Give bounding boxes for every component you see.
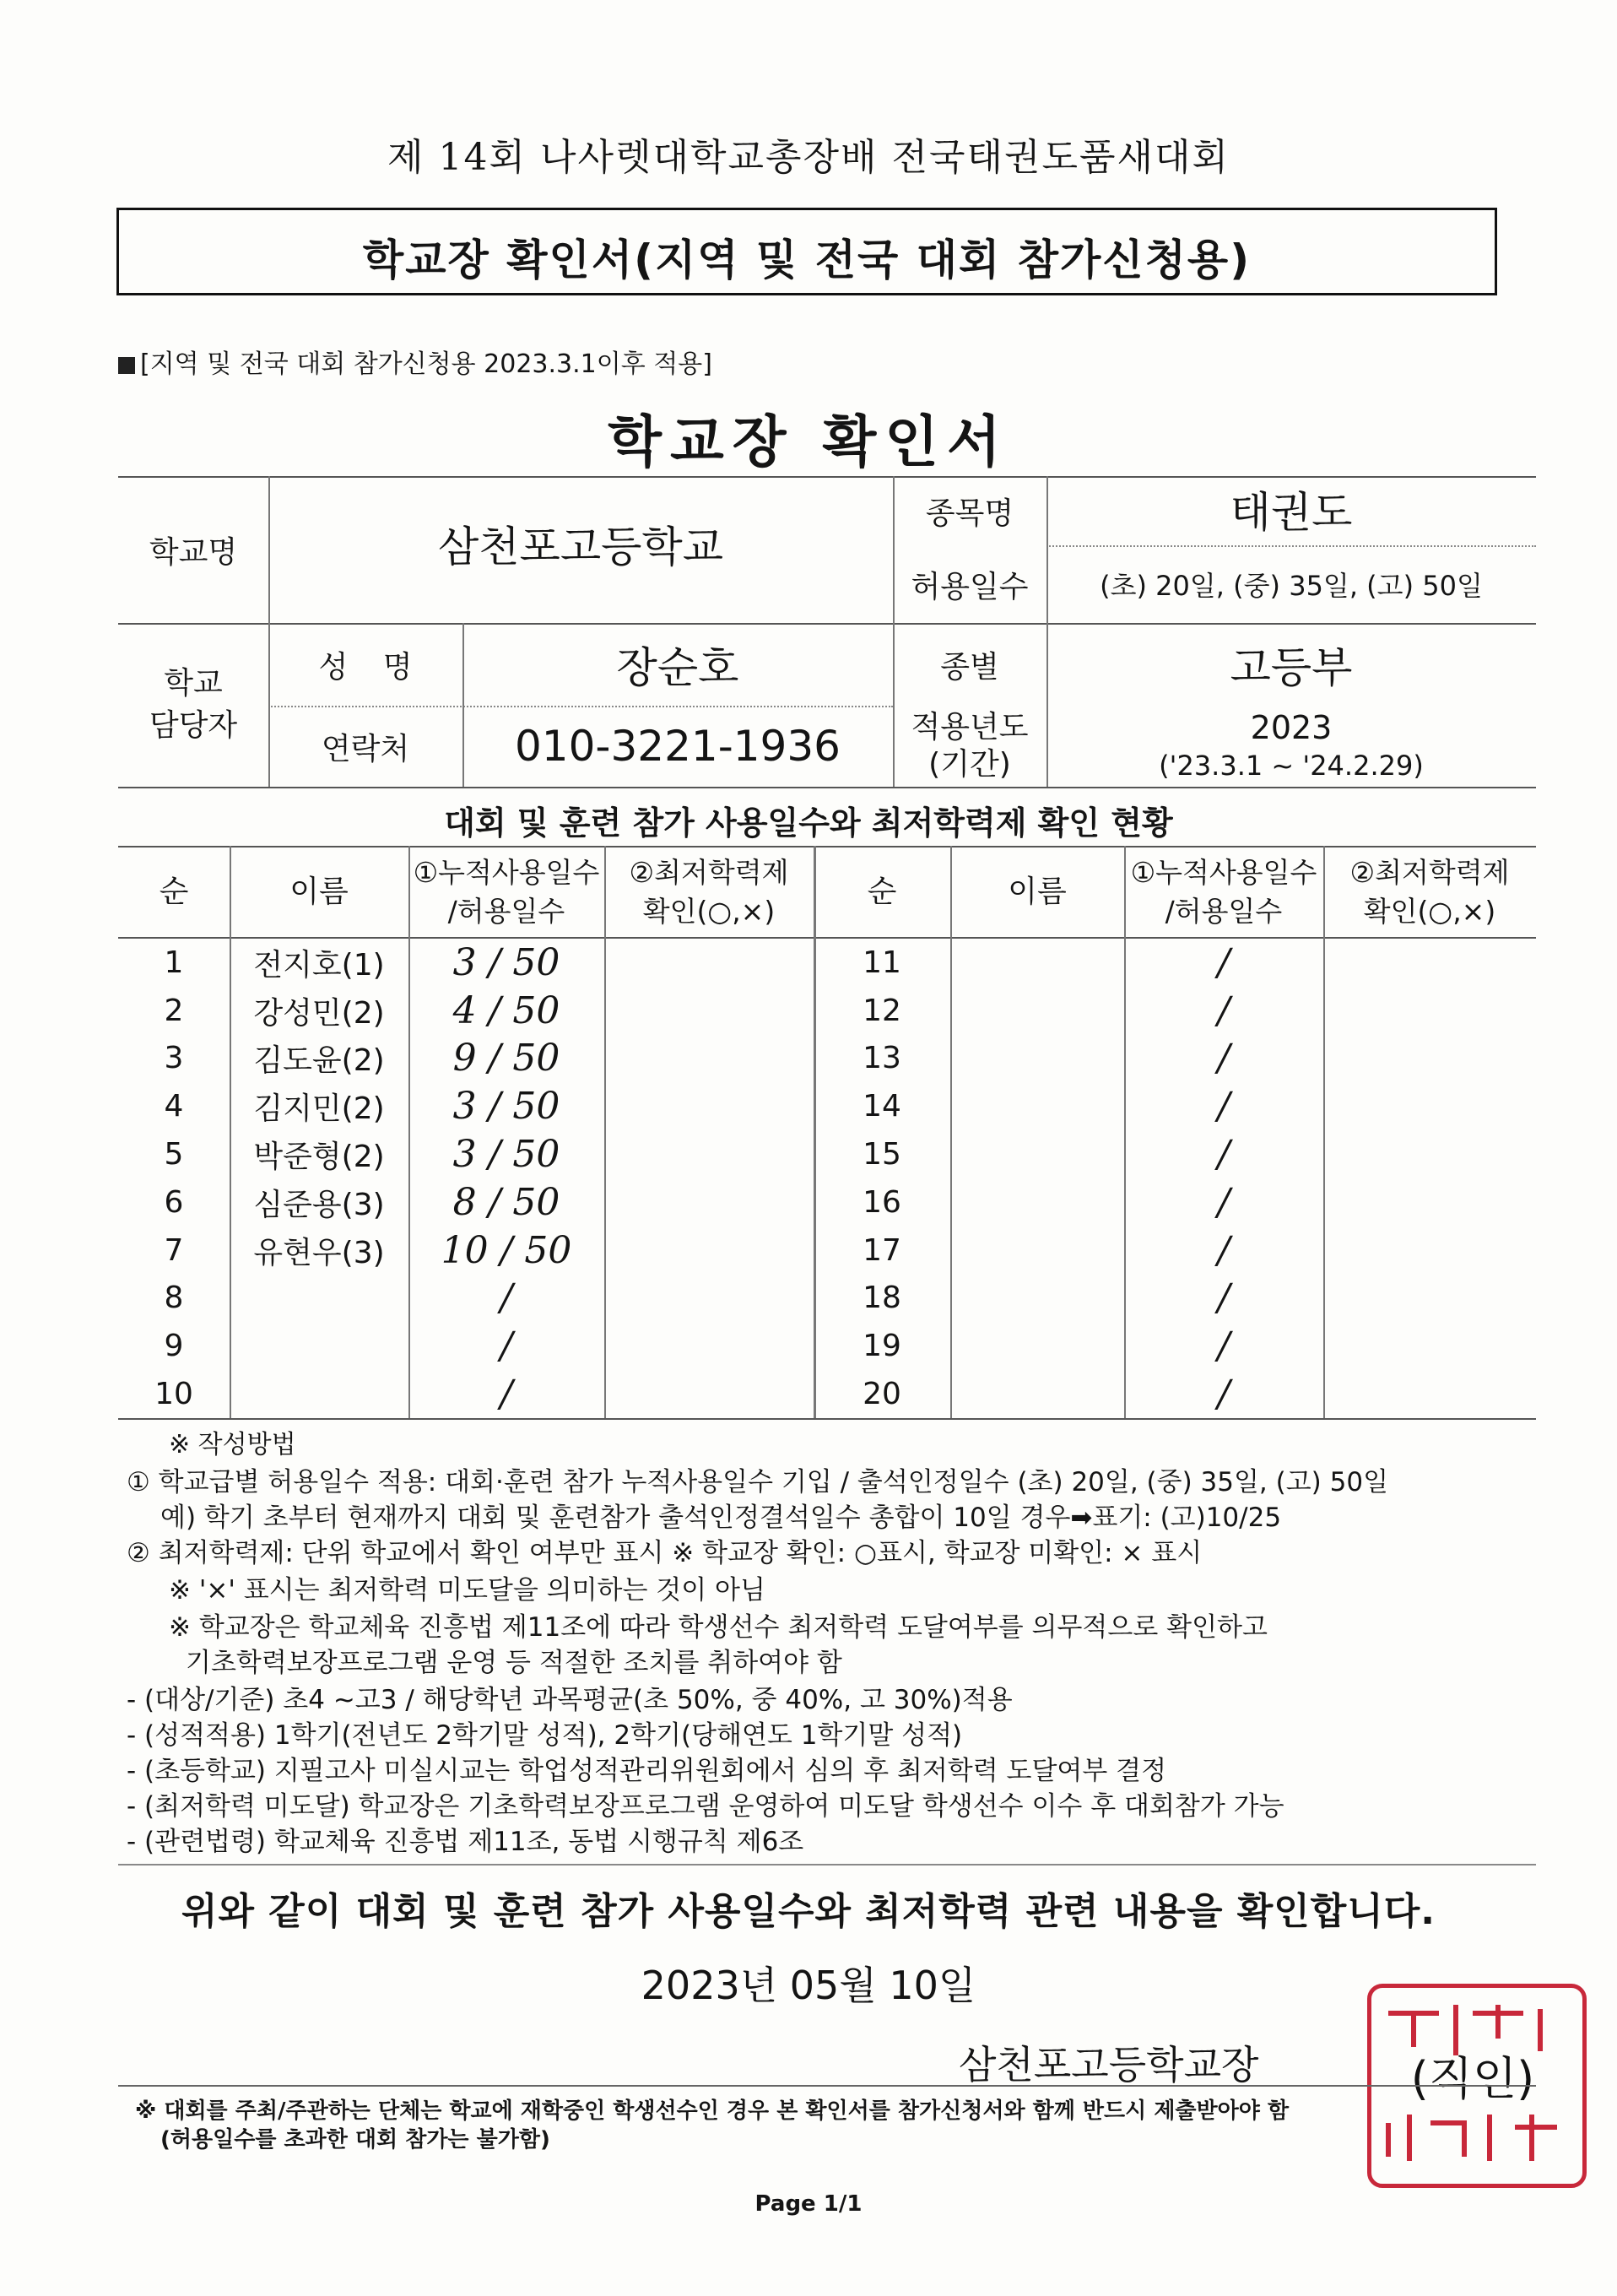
row-right-8-no: 18 bbox=[863, 1281, 901, 1316]
row-right-9-days: / bbox=[1217, 1324, 1230, 1368]
note-line-2: ① 학교급별 허용일수 적용: 대회·훈련 참가 누적사용일수 기입 / 출석인정일수 (초) 20일, (중) 35일, (고) 50일 bbox=[127, 1467, 1389, 1497]
row-left-1-name: 전지호(1) bbox=[253, 947, 385, 983]
info-line-bottom bbox=[118, 787, 1536, 788]
header-academic-left: ②최저학력제 확인(○,×) bbox=[629, 856, 789, 928]
page-number: Page 1/1 bbox=[754, 2191, 863, 2217]
row-right-7-name bbox=[950, 1227, 1124, 1275]
row-right-8-name bbox=[950, 1275, 1124, 1323]
row-left-3-name: 김도윤(2) bbox=[253, 1043, 385, 1079]
row-right-1-no: 11 bbox=[863, 945, 901, 980]
row-right-2-no: 12 bbox=[863, 993, 901, 1028]
row-right-2-academic bbox=[1323, 987, 1536, 1035]
row-right-6-academic bbox=[1323, 1178, 1536, 1227]
note-line-4: ② 최저학력제: 단위 학교에서 확인 여부만 표시 ※ 학교장 확인: ○표시, 학교장 미확인: × 표시 bbox=[127, 1538, 1203, 1568]
row-right-7-days: / bbox=[1217, 1228, 1230, 1272]
row-right-9-name bbox=[950, 1322, 1124, 1370]
row-left-4-days: 3 / 50 bbox=[452, 1085, 560, 1129]
row-left-6-days: 8 / 50 bbox=[452, 1180, 560, 1224]
row-left-5-no: 5 bbox=[164, 1137, 184, 1172]
row-right-1-academic bbox=[1323, 939, 1536, 987]
box-title: 학교장 확인서(지역 및 전국 대회 참가신청용) bbox=[362, 236, 1252, 284]
row-left-7-name: 유현우(3) bbox=[253, 1235, 385, 1270]
header-name-right: 이름 bbox=[1008, 875, 1067, 909]
allowed-days-label: 허용일수 bbox=[911, 569, 1029, 604]
header-no-right: 순 bbox=[867, 875, 897, 909]
row-right-3-name bbox=[950, 1035, 1124, 1083]
footer-separator bbox=[118, 2085, 1536, 2087]
row-left-1-days: 3 / 50 bbox=[452, 940, 560, 984]
note-line-7: 기초학력보장프로그램 운영 등 적절한 조치를 취하여야 함 bbox=[186, 1648, 842, 1678]
row-left-7-no: 7 bbox=[164, 1232, 184, 1268]
document-title: 학교장 확인서 bbox=[608, 409, 1009, 474]
row-left-10-academic bbox=[604, 1370, 814, 1418]
row-right-3-academic bbox=[1323, 1035, 1536, 1083]
row-right-6-no: 16 bbox=[863, 1184, 901, 1220]
section-title: 대회 및 훈련 참가 사용일수와 최저학력제 확인 현황 bbox=[444, 804, 1173, 842]
row-right-1-days: / bbox=[1217, 940, 1230, 984]
footer-note-1: ※ 대회를 주최/주관하는 단체는 학교에 재학중인 학생선수인 경우 본 확인서를 참가신청서와 함께 반드시 제출받아야 함 bbox=[135, 2098, 1290, 2124]
row-left-9-name bbox=[230, 1322, 408, 1370]
row-left-2-name: 강성민(2) bbox=[253, 995, 385, 1031]
row-right-4-academic bbox=[1323, 1082, 1536, 1130]
event-title: 제 14회 나사렛대학교총장배 전국태권도품새대회 bbox=[387, 136, 1230, 179]
note-line-8: - (대상/기준) 초4 ~고3 / 해당학년 과목평균(초 50%, 중 40%, 고 30%)적용 bbox=[127, 1685, 1013, 1715]
row-right-2-days: / bbox=[1217, 988, 1230, 1032]
subtitle-text: [지역 및 전국 대회 참가신청용 2023.3.1이후 적용] bbox=[140, 349, 712, 379]
row-left-8-days: / bbox=[500, 1276, 513, 1320]
row-right-3-days: / bbox=[1217, 1037, 1230, 1080]
contact-label: 연락처 bbox=[321, 731, 410, 766]
notes-separator bbox=[118, 1864, 1536, 1866]
row-right-2-name bbox=[950, 987, 1124, 1035]
row-left-9-academic bbox=[604, 1322, 814, 1370]
header-name-left: 이름 bbox=[289, 875, 349, 909]
subtitle bbox=[118, 343, 712, 380]
row-right-10-no: 20 bbox=[863, 1377, 901, 1412]
seal-label: (직인) bbox=[1410, 2052, 1535, 2105]
apply-year-label: 적용년도 (기간) bbox=[911, 710, 1029, 782]
contact-value: 010-3221-1936 bbox=[514, 722, 841, 771]
category-value: 고등부 bbox=[1230, 643, 1353, 692]
row-left-4-academic bbox=[604, 1082, 814, 1130]
header-days-right: ①누적사용일수 /허용일수 bbox=[1130, 856, 1317, 928]
row-right-8-academic bbox=[1323, 1275, 1536, 1323]
allowed-days-value: (초) 20일, (중) 35일, (고) 50일 bbox=[1100, 570, 1483, 602]
row-left-5-name: 박준형(2) bbox=[253, 1140, 385, 1175]
row-left-3-no: 3 bbox=[164, 1041, 184, 1076]
header-days-left: ①누적사용일수 /허용일수 bbox=[413, 856, 600, 928]
row-left-6-name: 심준용(3) bbox=[253, 1187, 385, 1222]
row-right-5-academic bbox=[1323, 1130, 1536, 1178]
row-right-9-academic bbox=[1323, 1322, 1536, 1370]
row-left-2-no: 2 bbox=[164, 993, 184, 1028]
row-left-4-name: 김지민(2) bbox=[253, 1091, 385, 1127]
row-left-5-days: 3 / 50 bbox=[452, 1133, 560, 1177]
note-line-1: ※ 작성방법 bbox=[169, 1430, 296, 1459]
row-left-7-academic bbox=[604, 1227, 814, 1275]
row-left-3-days: 9 / 50 bbox=[452, 1037, 560, 1080]
note-line-10: - (초등학교) 지필고사 미실시교는 학업성적관리위원회에서 심의 후 최저학력 도달여부 결정 bbox=[127, 1756, 1167, 1786]
row-left-8-academic bbox=[604, 1275, 814, 1323]
apply-year-value: 2023 bbox=[1250, 709, 1333, 746]
principal-name: 삼천포고등학교장 bbox=[959, 2042, 1259, 2088]
row-right-10-name bbox=[950, 1370, 1124, 1418]
row-left-9-no: 9 bbox=[164, 1329, 184, 1364]
row-right-3-no: 13 bbox=[863, 1041, 901, 1076]
row-left-8-name bbox=[230, 1275, 408, 1323]
school-name-value: 삼천포고등학교 bbox=[437, 523, 724, 571]
event-name-value: 태권도 bbox=[1230, 488, 1353, 537]
manager-name-value: 장순호 bbox=[616, 643, 739, 692]
row-left-2-academic bbox=[604, 987, 814, 1035]
note-line-9: - (성적적용) 1학기(전년도 2학기말 성적), 2학기(당해연도 1학기말 성적) bbox=[127, 1720, 963, 1751]
row-left-8-no: 8 bbox=[164, 1281, 184, 1316]
manager-name-label: 성 명 bbox=[318, 649, 413, 685]
square-bullet-icon bbox=[118, 357, 135, 374]
row-left-3-academic bbox=[604, 1035, 814, 1083]
row-right-10-days: / bbox=[1217, 1373, 1230, 1416]
row-right-8-days: / bbox=[1217, 1276, 1230, 1320]
row-left-9-days: / bbox=[500, 1324, 513, 1368]
document-date: 2023년 05월 10일 bbox=[641, 1963, 976, 2008]
row-right-7-academic bbox=[1323, 1227, 1536, 1275]
confirmation-statement: 위와 같이 대회 및 훈련 참가 사용일수와 최저학력 관련 내용을 확인합니다. bbox=[181, 1890, 1436, 1933]
note-line-3: 예) 학기 초부터 현재까지 대회 및 훈련참가 출석인정결석일수 총합이 10일 경우➡표기: (고)10/25 bbox=[160, 1503, 1282, 1533]
event-name-label: 종목명 bbox=[925, 495, 1014, 531]
row-right-9-no: 19 bbox=[863, 1329, 901, 1364]
table-line-bottom bbox=[118, 1418, 1536, 1420]
note-line-12: - (관련법령) 학교체육 진흥법 제11조, 동법 시행규칙 제6조 bbox=[127, 1827, 804, 1857]
row-right-6-days: / bbox=[1217, 1180, 1230, 1224]
row-right-6-name bbox=[950, 1178, 1124, 1227]
note-line-11: - (최저학력 미도달) 학교장은 기초학력보장프로그램 운영하여 미도달 학생선수 이수 후 대회참가 가능 bbox=[127, 1791, 1284, 1822]
row-left-6-academic bbox=[604, 1178, 814, 1227]
note-line-5: ※ '×' 표시는 최저학력 미도달을 의미하는 것이 아님 bbox=[169, 1575, 765, 1606]
row-right-4-no: 14 bbox=[863, 1089, 901, 1124]
row-right-10-academic bbox=[1323, 1370, 1536, 1418]
header-academic-right: ②최저학력제 확인(○,×) bbox=[1349, 856, 1510, 928]
row-left-10-days: / bbox=[500, 1373, 513, 1416]
row-right-5-days: / bbox=[1217, 1133, 1230, 1177]
header-no-left: 순 bbox=[159, 875, 189, 909]
row-left-7-days: 10 / 50 bbox=[441, 1228, 572, 1272]
row-left-1-no: 1 bbox=[164, 945, 184, 980]
school-name-label: 학교명 bbox=[149, 534, 238, 570]
row-right-4-name bbox=[950, 1082, 1124, 1130]
row-right-1-name bbox=[950, 939, 1124, 987]
row-left-6-no: 6 bbox=[164, 1184, 184, 1220]
row-left-10-name bbox=[230, 1370, 408, 1418]
category-label: 종별 bbox=[940, 649, 999, 685]
row-right-7-no: 17 bbox=[863, 1232, 901, 1268]
apply-period-value: ('23.3.1 ~ '24.2.29) bbox=[1159, 750, 1424, 782]
manager-label: 학교 담당자 bbox=[149, 666, 238, 743]
row-left-5-academic bbox=[604, 1130, 814, 1178]
footer-note-2: (허용일수를 초과한 대회 참가는 불가함) bbox=[160, 2127, 550, 2152]
row-left-2-days: 4 / 50 bbox=[452, 988, 560, 1032]
note-line-6: ※ 학교장은 학교체육 진흥법 제11조에 따라 학생선수 최저학력 도달여부를 의무적으로 확인하고 bbox=[169, 1612, 1268, 1643]
row-right-5-name bbox=[950, 1130, 1124, 1178]
row-right-4-days: / bbox=[1217, 1085, 1230, 1129]
row-left-4-no: 4 bbox=[164, 1089, 184, 1124]
row-right-5-no: 15 bbox=[863, 1137, 901, 1172]
row-left-1-academic bbox=[604, 939, 814, 987]
row-left-10-no: 10 bbox=[154, 1377, 193, 1412]
